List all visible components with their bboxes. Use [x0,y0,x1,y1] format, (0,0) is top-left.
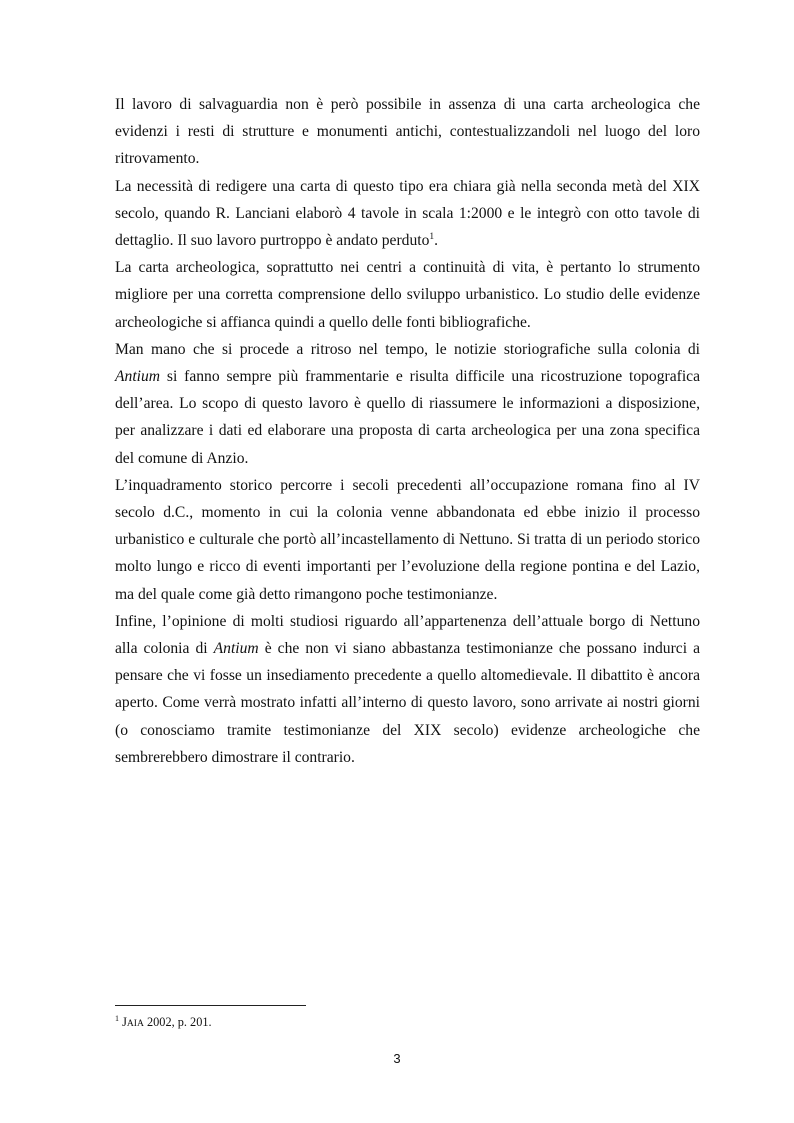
footnote-author-rest: AIA [126,1018,144,1029]
paragraph-3-text: La carta archeologica, soprattutto nei centri a continuità di vita, è pertanto lo strumento migliore per una corretta comprensione dello sviluppo urbanistico. Lo studio delle evidenze archeologiche si affianca quindi a quello delle fonti bibliografiche. [115,259,700,331]
paragraph-2 [115,173,700,255]
footnote-author-lead: J [122,1015,127,1029]
paragraph-2-end: . [434,232,439,250]
footnote-number: 1 [115,1013,119,1023]
body-text [115,91,700,771]
paragraph-6-end: è che non vi siano abbastanza testimonianze che possano indurci a pensare che vi fosse un insediamento precedente a quello altomedievale. Il dibattito è ancora aperto. Come verrà mostrato infatti all’interno di questo lavoro, sono arrivate ai nostri giorni (o conosciamo tramite testimonianze del XIX secolo) evidenze archeologiche che sembrerebbero dimostrare il contrario. [115,640,701,766]
paragraph-2-text: La necessità di redigere una carta di questo tipo era chiara già nella seconda metà del XIX secolo, quando R. Lanciani elaborò 4 tavole in scala 1:2000 e le integrò con otto tavole di dettaglio. Il suo lavoro purtroppo è andato perduto [115,177,700,250]
footnote-author [122,1015,144,1029]
paragraph-4 [115,336,700,472]
footnote-reference[interactable]: 1 [429,231,435,242]
paragraph-4-start: Man mano che si procede a ritroso nel tempo, le notizie storiografiche sulla colonia di [115,340,700,358]
paragraph-6-italic: Antium [213,640,259,658]
footnote-divider [115,1005,306,1006]
footnote [115,1014,700,1032]
page-number: 3 [393,1051,401,1066]
footnote-citation: 2002, p. 201. [143,1015,212,1029]
paragraph-5 [115,472,700,608]
paragraph-4-italic: Antium [115,368,161,386]
paragraph-1-text: Il lavoro di salvaguardia non è però possibile in assenza di una carta archeologica che evidenzi i resti di strutture e monumenti antichi, contestualizzandoli nel luogo del loro ritrovamento. [115,96,700,168]
paragraph-5-text: L’inquadramento storico percorre i secoli precedenti all’occupazione romana fino al IV secolo d.C., momento in cui la colonia venne abbandonata ed ebbe inizio il processo urbanistico e culturale che portò all’incastellamento di Nettuno. Si tratta di un periodo storico molto lungo e ricco di eventi importanti per l’evoluzione della regione pontina e del Lazio, ma del quale come già detto rimangono poche testimonianze. [115,476,700,603]
paragraph-1 [115,91,700,173]
paragraph-6 [115,608,700,771]
paragraph-6-start: Infine, l’opinione di molti studiosi riguardo all’appartenenza dell’attuale borgo di Nettuno alla colonia di [115,612,700,658]
paragraph-3 [115,254,700,336]
paragraph-4-end: si fanno sempre più frammentarie e risulta difficile una ricostruzione topografica dell’area. Lo scopo di questo lavoro è quello di riassumere le informazioni a disposizione, per analizzare i dati ed elaborare una proposta di carta archeologica per una zona specifica del comune di Anzio. [115,368,700,467]
